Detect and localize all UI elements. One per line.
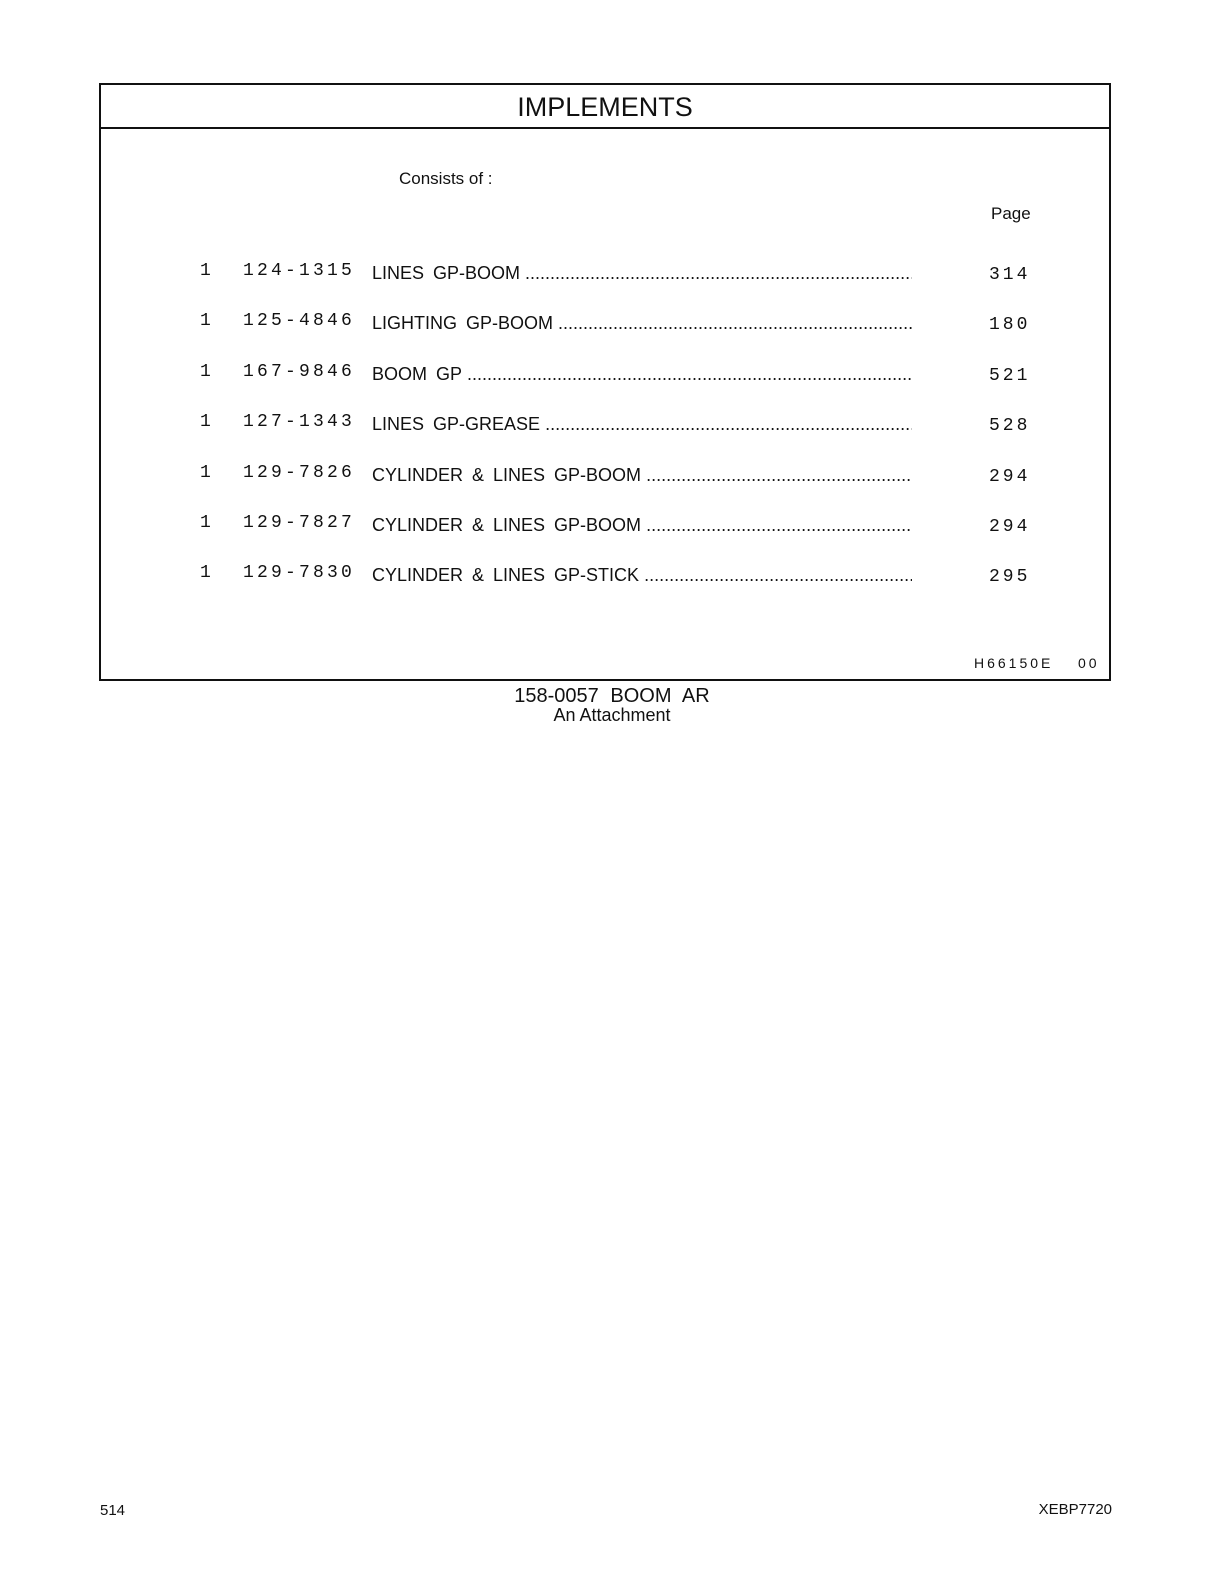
page-column-header: Page xyxy=(991,204,1031,223)
document-id: XEBP7720 xyxy=(1038,1501,1112,1518)
item-page: 314 xyxy=(989,265,1031,285)
frame-header xyxy=(101,85,1109,129)
list-item xyxy=(101,362,1109,412)
item-page: 521 xyxy=(989,365,1031,386)
item-qty: 1 xyxy=(200,361,215,382)
item-part-number: 127-1343 xyxy=(243,412,356,433)
item-qty: 1 xyxy=(200,311,215,332)
list-item xyxy=(101,311,1109,361)
item-qty: 1 xyxy=(200,462,215,483)
item-description: CYLINDER & LINES GP-STICK ..... xyxy=(372,565,912,586)
caption-subtitle: An Attachment xyxy=(553,705,671,725)
list-item xyxy=(101,563,1109,613)
item-part-number: 124-1315 xyxy=(243,261,356,281)
item-description: LINES GP-GREASE ..... xyxy=(372,414,912,435)
section-title: IMPLEMENTS xyxy=(517,92,693,122)
item-page: 528 xyxy=(989,416,1031,437)
implements-frame xyxy=(99,83,1111,681)
item-description: BOOM GP ..... xyxy=(372,364,912,385)
item-qty: 1 xyxy=(200,512,215,533)
frame-caption xyxy=(0,686,1224,724)
item-page: 294 xyxy=(989,466,1031,487)
page-number: 514 xyxy=(100,1502,126,1519)
item-description: LIGHTING GP-BOOM ..... xyxy=(372,313,912,334)
item-description: CYLINDER & LINES GP-BOOM ..... xyxy=(372,465,912,486)
illustration-code: H66150E xyxy=(974,655,1054,671)
item-qty: 1 xyxy=(200,261,215,281)
item-part-number: 129-7830 xyxy=(243,563,356,584)
item-description: CYLINDER & LINES GP-BOOM ..... xyxy=(372,515,912,536)
item-part-number: 129-7826 xyxy=(243,462,356,483)
parts-list xyxy=(101,261,1109,614)
list-item xyxy=(101,412,1109,462)
item-qty: 1 xyxy=(200,412,215,433)
item-part-number: 167-9846 xyxy=(243,361,356,382)
consists-of-label: Consists of : xyxy=(399,169,493,188)
item-description: LINES GP-BOOM ..... xyxy=(372,263,912,284)
illustration-code-suffix: 00 xyxy=(1078,655,1100,671)
list-item xyxy=(101,463,1109,513)
item-page: 180 xyxy=(989,315,1031,336)
item-part-number: 129-7827 xyxy=(243,512,356,533)
item-part-number: 125-4846 xyxy=(243,311,356,332)
item-page: 295 xyxy=(989,567,1031,588)
item-page: 294 xyxy=(989,516,1031,537)
list-item xyxy=(101,261,1109,311)
caption-title: 158-0057 BOOM AR xyxy=(514,685,710,707)
list-item xyxy=(101,513,1109,563)
item-qty: 1 xyxy=(200,563,215,584)
